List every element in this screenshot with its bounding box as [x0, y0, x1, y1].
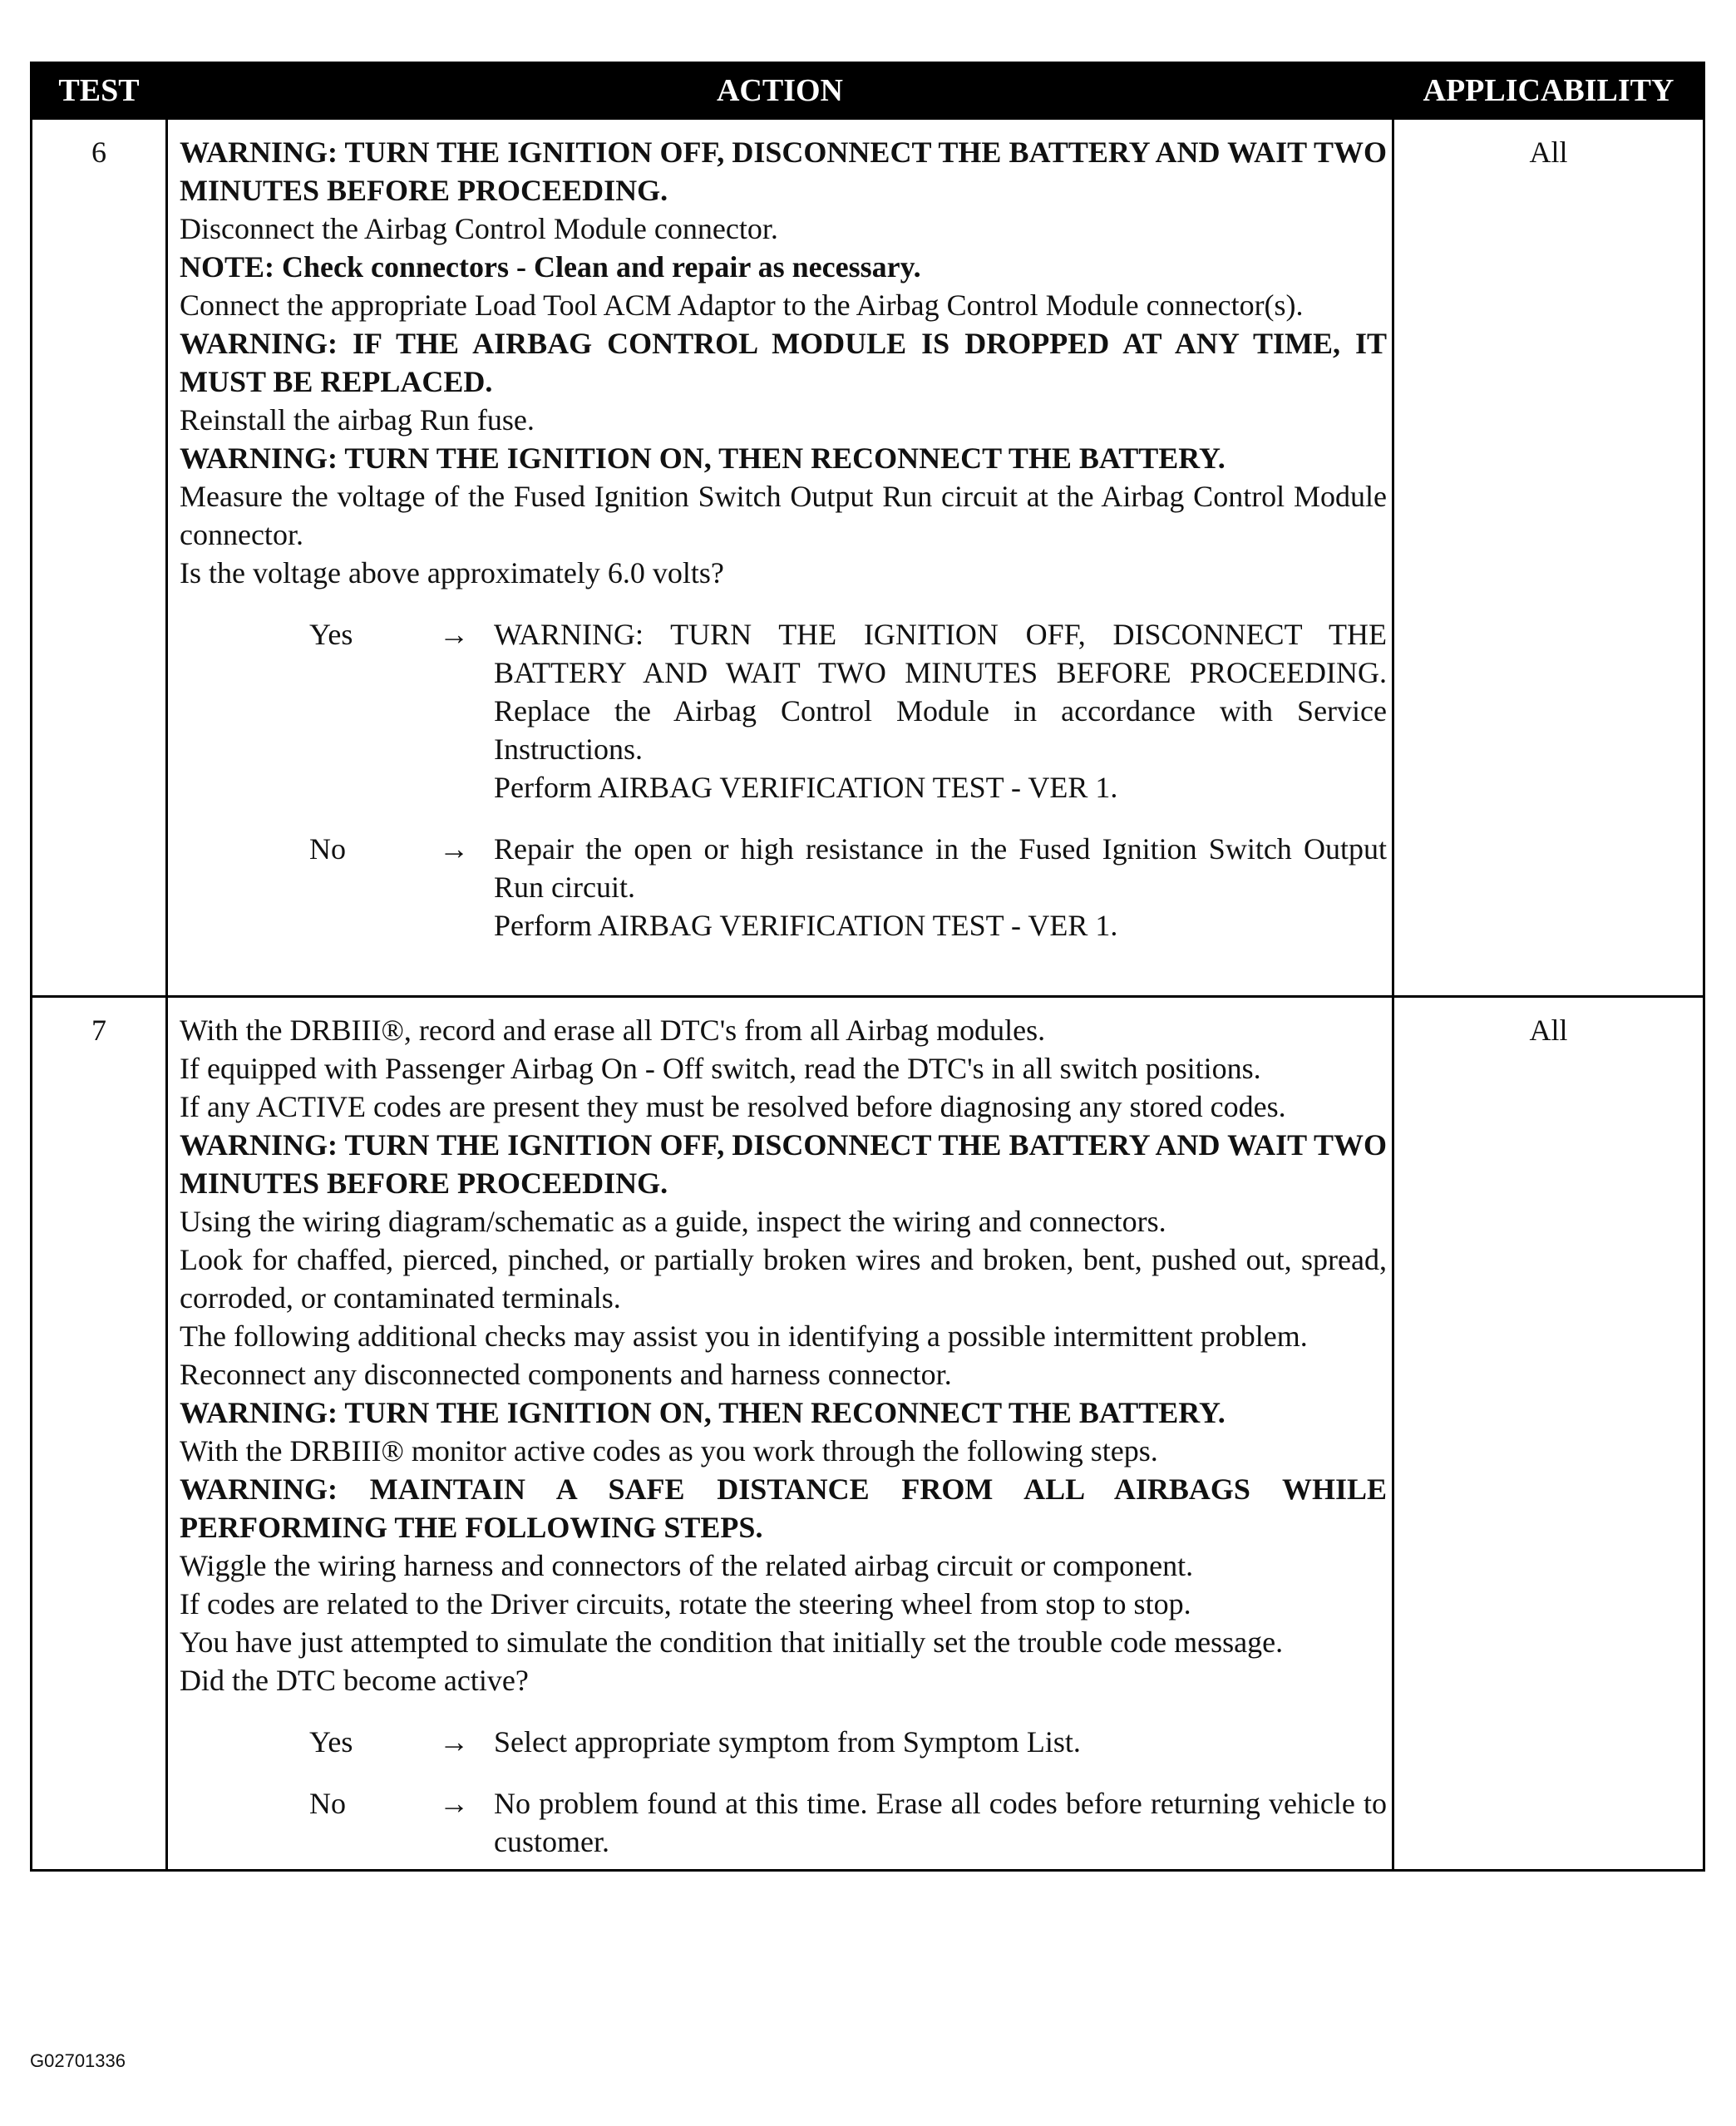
action-warning: WARNING: TURN THE IGNITION OFF, DISCONNECT THE BATTERY AND WAIT TWO MINUTES BEFORE PROCEEDING.	[180, 1128, 1387, 1200]
outcome-line: Repair the open or high resistance in the Fused Ignition Switch Output Run circuit.	[494, 832, 1387, 904]
action-step: Look for chaffed, pierced, pinched, or partially broken wires and broken, bent, pushed out, spread, corroded, or contaminated terminals.	[180, 1243, 1387, 1315]
outcome-text	[494, 830, 1387, 945]
test-number: 6	[32, 119, 167, 997]
outcome-label: Yes	[309, 618, 353, 651]
header-test: TEST	[32, 63, 167, 119]
action-step: Connect the appropriate Load Tool ACM Adaptor to the Airbag Control Module connector(s).	[180, 289, 1304, 322]
outcome-yes	[180, 615, 1387, 806]
applicability-value: All	[1393, 997, 1704, 1871]
outcome-text	[494, 1723, 1387, 1761]
action-step: With the DRBIII®, record and erase all DTC's from all Airbag modules.	[180, 1014, 1046, 1047]
table-row-test-7	[32, 997, 1704, 1871]
header-action: ACTION	[167, 63, 1393, 119]
test-number: 7	[32, 997, 167, 1871]
outcome-text	[494, 615, 1387, 806]
action-step: Disconnect the Airbag Control Module connector.	[180, 212, 778, 245]
action-step: Reconnect any disconnected components and harness connector.	[180, 1358, 952, 1391]
action-cell	[167, 997, 1393, 1871]
diagnostic-test-table	[30, 62, 1705, 1872]
table-header-row	[32, 63, 1704, 119]
action-step: With the DRBIII® monitor active codes as you work through the following steps.	[180, 1434, 1158, 1467]
outcome-yes	[180, 1723, 1387, 1761]
action-step: If any ACTIVE codes are present they must be resolved before diagnosing any stored codes.	[180, 1090, 1286, 1123]
outcome-label: Yes	[309, 1725, 353, 1759]
right-arrow-icon: →	[439, 1725, 469, 1759]
action-step: You have just attempted to simulate the condition that initially set the trouble code message.	[180, 1625, 1284, 1659]
outcome-no	[180, 1784, 1387, 1861]
outcome-line: WARNING: TURN THE IGNITION OFF, DISCONNECT THE BATTERY AND WAIT TWO MINUTES BEFORE PROCEEDING. Replace the Airbag Control Module in accordance with Service Instructions.	[494, 618, 1387, 766]
outcome-line: Perform AIRBAG VERIFICATION TEST - VER 1.	[494, 909, 1118, 942]
right-arrow-icon: →	[439, 832, 469, 866]
figure-code: G02701336	[30, 2050, 126, 2071]
action-warning: WARNING: TURN THE IGNITION OFF, DISCONNECT THE BATTERY AND WAIT TWO MINUTES BEFORE PROCEEDING.	[180, 136, 1387, 207]
right-arrow-icon: →	[439, 618, 469, 651]
action-warning: WARNING: TURN THE IGNITION ON, THEN RECONNECT THE BATTERY.	[180, 1396, 1226, 1429]
action-warning: WARNING: TURN THE IGNITION ON, THEN RECONNECT THE BATTERY.	[180, 441, 1226, 475]
outcome-label: No	[309, 832, 346, 866]
outcome-list	[180, 1723, 1387, 1861]
action-step: Wiggle the wiring harness and connectors of the related airbag circuit or component.	[180, 1549, 1194, 1582]
applicability-value: All	[1393, 119, 1704, 997]
action-warning: WARNING: MAINTAIN A SAFE DISTANCE FROM ALL AIRBAGS WHILE PERFORMING THE FOLLOWING STEPS.	[180, 1472, 1387, 1544]
action-step: Reinstall the airbag Run fuse.	[180, 403, 535, 437]
table-row-test-6	[32, 119, 1704, 997]
action-question: Did the DTC become active?	[180, 1664, 529, 1697]
header-applicability: APPLICABILITY	[1393, 63, 1704, 119]
action-step: If equipped with Passenger Airbag On - Off switch, read the DTC's in all switch positions.	[180, 1052, 1261, 1085]
outcome-line: No problem found at this time. Erase all codes before returning vehicle to customer.	[494, 1787, 1387, 1858]
action-cell	[167, 119, 1393, 997]
outcome-list	[180, 615, 1387, 945]
right-arrow-icon: →	[439, 1787, 469, 1820]
outcome-label: No	[309, 1787, 346, 1820]
action-question: Is the voltage above approximately 6.0 volts?	[180, 556, 724, 589]
outcome-text	[494, 1784, 1387, 1861]
action-warning: WARNING: IF THE AIRBAG CONTROL MODULE IS DROPPED AT ANY TIME, IT MUST BE REPLACED.	[180, 327, 1387, 398]
outcome-line: Perform AIRBAG VERIFICATION TEST - VER 1.	[494, 771, 1118, 804]
outcome-line: Select appropriate symptom from Symptom List.	[494, 1725, 1081, 1759]
action-step: If codes are related to the Driver circuits, rotate the steering wheel from stop to stop.	[180, 1587, 1191, 1620]
action-step: The following additional checks may assist you in identifying a possible intermittent problem.	[180, 1320, 1308, 1353]
action-step: Using the wiring diagram/schematic as a guide, inspect the wiring and connectors.	[180, 1205, 1166, 1238]
action-note: NOTE: Check connectors - Clean and repair as necessary.	[180, 250, 921, 284]
outcome-no	[180, 830, 1387, 945]
action-step: Measure the voltage of the Fused Ignition Switch Output Run circuit at the Airbag Control Module connector.	[180, 480, 1387, 551]
